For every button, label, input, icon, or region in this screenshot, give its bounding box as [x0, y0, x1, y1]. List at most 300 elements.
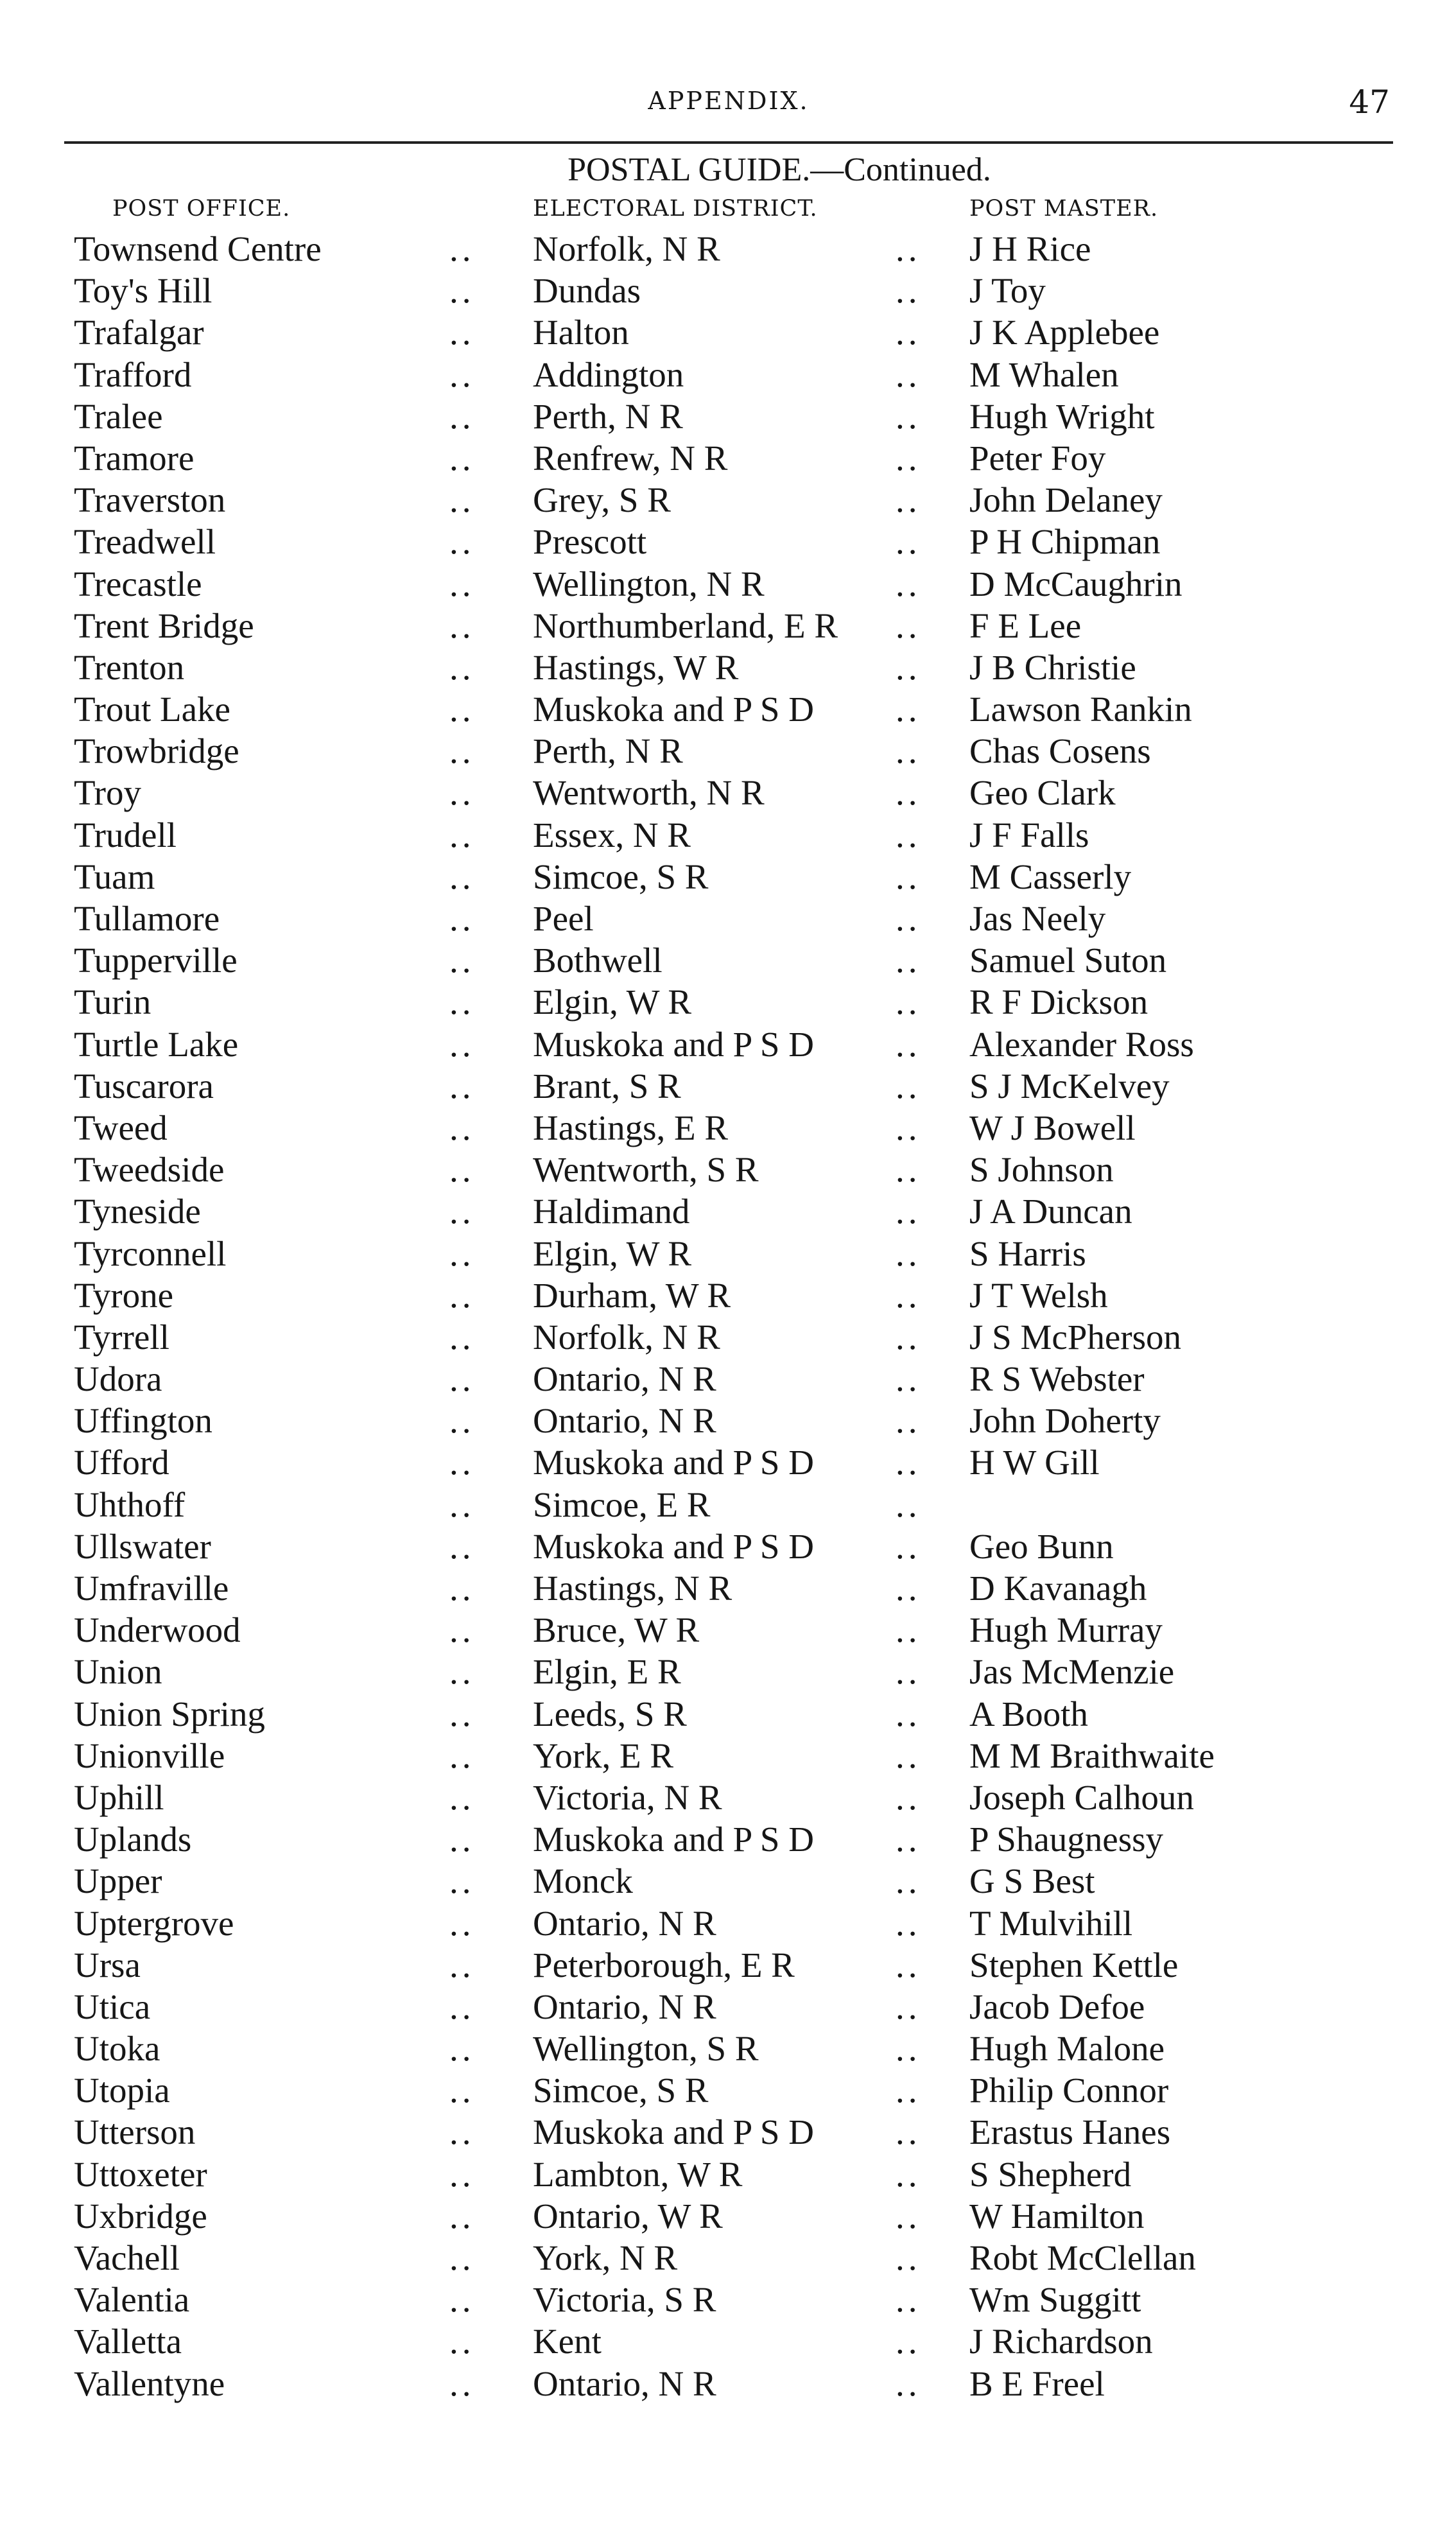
post-office-name: Trafford: [74, 354, 192, 394]
post-office-name: Ursa: [74, 1945, 141, 1985]
post-master-name: P H Chipman: [969, 522, 1161, 562]
leader-dots: ..: [896, 2196, 921, 2236]
post-master-name: F E Lee: [969, 605, 1082, 645]
leader-dots: ..: [896, 354, 921, 394]
page-header: [67, 83, 1390, 128]
table-row: [0, 772, 1456, 813]
post-master-name: J Toy: [969, 271, 1046, 311]
electoral-district: Monck: [533, 1861, 633, 1901]
electoral-district: Muskoka and P S D: [533, 1024, 814, 1064]
leader-dots: ..: [449, 1484, 475, 1524]
post-office-name: Unionville: [74, 1735, 225, 1775]
post-master-name: S Johnson: [969, 1150, 1114, 1190]
post-master-name: Joseph Calhoun: [969, 1777, 1194, 1817]
leader-dots: ..: [896, 1317, 921, 1357]
leader-dots: ..: [896, 982, 921, 1022]
post-master-name: Geo Clark: [969, 773, 1116, 813]
post-master-name: W Hamilton: [969, 2196, 1145, 2236]
post-office-name: Underwood: [74, 1610, 241, 1650]
post-office-name: Utoka: [74, 2029, 160, 2069]
post-master-name: Hugh Murray: [969, 1610, 1163, 1650]
electoral-district: Norfolk, N R: [533, 229, 720, 268]
leader-dots: ..: [449, 1820, 475, 1859]
post-master-name: J T Welsh: [969, 1275, 1108, 1315]
post-master-name: John Delaney: [969, 480, 1163, 520]
leader-dots: ..: [896, 1108, 921, 1147]
electoral-district: Hastings, W R: [533, 647, 739, 687]
leader-dots: ..: [449, 1652, 475, 1692]
leader-dots: ..: [896, 1275, 921, 1315]
leader-dots: ..: [449, 1233, 475, 1273]
table-row: [0, 479, 1456, 521]
post-office-name: Tupperville: [74, 941, 238, 980]
post-office-name: Utica: [74, 1987, 151, 2026]
electoral-district: Hastings, E R: [533, 1108, 729, 1147]
post-office-name: Trecastle: [74, 564, 202, 604]
electoral-district: Muskoka and P S D: [533, 2112, 814, 2152]
leader-dots: ..: [896, 605, 921, 645]
leader-dots: ..: [449, 2322, 475, 2361]
leader-dots: ..: [896, 480, 921, 520]
leader-dots: ..: [449, 2280, 475, 2320]
leader-dots: ..: [896, 2071, 921, 2110]
table-row: [0, 437, 1456, 479]
post-master-name: Erastus Hanes: [969, 2112, 1171, 2152]
leader-dots: ..: [896, 313, 921, 352]
table-row: [0, 2028, 1456, 2069]
leader-dots: ..: [896, 1484, 921, 1524]
electoral-district: Ontario, N R: [533, 2363, 716, 2403]
table-row: [0, 1693, 1456, 1735]
table-row: [0, 1149, 1456, 1190]
post-master-name: J Richardson: [969, 2322, 1153, 2361]
leader-dots: ..: [896, 1820, 921, 1859]
post-office-name: Townsend Centre: [74, 229, 322, 268]
table-row: [0, 939, 1456, 981]
post-master-name: M Whalen: [969, 354, 1119, 394]
leader-dots: ..: [449, 2363, 475, 2403]
leader-dots: ..: [896, 1861, 921, 1901]
leader-dots: ..: [896, 1401, 921, 1441]
electoral-district: York, E R: [533, 1735, 674, 1775]
post-office-name: Trenton: [74, 647, 185, 687]
post-master-name: M Casserly: [969, 857, 1132, 896]
post-master-name: H W Gill: [969, 1443, 1100, 1483]
post-office-name: Tyneside: [74, 1192, 201, 1231]
table-row: [0, 730, 1456, 772]
column-header-post-master: POST MASTER.: [969, 196, 1159, 222]
leader-dots: ..: [896, 396, 921, 436]
header-rule: [64, 141, 1393, 144]
leader-dots: ..: [449, 1275, 475, 1315]
leader-dots: ..: [896, 2154, 921, 2194]
electoral-district: Kent: [533, 2322, 602, 2361]
post-office-name: Uffington: [74, 1401, 212, 1441]
leader-dots: ..: [896, 1359, 921, 1399]
post-office-name: Tuscarora: [74, 1066, 214, 1106]
post-office-name: Valletta: [74, 2322, 182, 2361]
table-row: [0, 2279, 1456, 2320]
electoral-district: Prescott: [533, 522, 647, 562]
leader-dots: ..: [896, 522, 921, 562]
post-office-name: Uplands: [74, 1820, 192, 1859]
leader-dots: ..: [449, 1861, 475, 1901]
leader-dots: ..: [449, 690, 475, 729]
table-row: [0, 1358, 1456, 1400]
post-master-name: J A Duncan: [969, 1192, 1132, 1231]
leader-dots: ..: [449, 982, 475, 1022]
electoral-district: Bruce, W R: [533, 1610, 700, 1650]
leader-dots: ..: [449, 1903, 475, 1943]
post-master-name: Samuel Suton: [969, 941, 1167, 980]
table-row: [0, 396, 1456, 437]
leader-dots: ..: [449, 1108, 475, 1147]
post-office-name: Tuam: [74, 857, 155, 896]
post-master-name: Philip Connor: [969, 2071, 1169, 2110]
leader-dots: ..: [896, 1066, 921, 1106]
leader-dots: ..: [449, 899, 475, 938]
table-row: [0, 2111, 1456, 2153]
post-office-name: Uhthoff: [74, 1484, 186, 1524]
electoral-district: Dundas: [533, 271, 641, 311]
post-office-name: Uxbridge: [74, 2196, 207, 2236]
table-row: [0, 1233, 1456, 1274]
post-master-name: Jacob Defoe: [969, 1987, 1145, 2026]
table-row: [0, 688, 1456, 730]
leader-dots: ..: [449, 229, 475, 268]
table-row: [0, 2363, 1456, 2405]
post-master-name: G S Best: [969, 1861, 1095, 1901]
leader-dots: ..: [896, 1610, 921, 1650]
leader-dots: ..: [449, 815, 475, 855]
electoral-district: Norfolk, N R: [533, 1317, 720, 1357]
table-row: [0, 1735, 1456, 1777]
leader-dots: ..: [449, 857, 475, 896]
post-office-name: Trafalgar: [74, 313, 204, 352]
post-office-name: Uptergrove: [74, 1903, 234, 1943]
leader-dots: ..: [449, 1024, 475, 1064]
post-master-name: Lawson Rankin: [969, 690, 1192, 729]
leader-dots: ..: [449, 1443, 475, 1483]
column-header-post-office: POST OFFICE.: [112, 196, 291, 222]
leader-dots: ..: [896, 564, 921, 604]
post-office-name: Utopia: [74, 2071, 170, 2110]
post-office-name: Union Spring: [74, 1694, 265, 1734]
electoral-district: Muskoka and P S D: [533, 1820, 814, 1859]
leader-dots: ..: [896, 2238, 921, 2277]
leader-dots: ..: [449, 1735, 475, 1775]
table-row: [0, 1274, 1456, 1316]
post-office-name: Trudell: [74, 815, 177, 855]
post-office-name: Tramore: [74, 438, 195, 478]
leader-dots: ..: [449, 1192, 475, 1231]
post-master-name: M M Braithwaite: [969, 1735, 1215, 1775]
post-office-name: Tyrrell: [74, 1317, 169, 1357]
post-office-name: Traverston: [74, 480, 226, 520]
post-master-name: John Doherty: [969, 1401, 1161, 1441]
table-row: [0, 1986, 1456, 2028]
electoral-district: Elgin, W R: [533, 982, 692, 1022]
table-row: [0, 898, 1456, 939]
leader-dots: ..: [896, 1777, 921, 1817]
post-master-name: B E Freel: [969, 2363, 1105, 2403]
electoral-district: Wellington, N R: [533, 564, 765, 604]
page-number: 47: [1349, 83, 1390, 121]
leader-dots: ..: [896, 2029, 921, 2069]
electoral-district: Simcoe, S R: [533, 857, 709, 896]
leader-dots: ..: [896, 2280, 921, 2320]
post-master-name: J B Christie: [969, 647, 1136, 687]
post-master-name: Chas Cosens: [969, 731, 1151, 771]
post-office-name: Vachell: [74, 2238, 180, 2277]
leader-dots: ..: [449, 941, 475, 980]
leader-dots: ..: [449, 1945, 475, 1985]
leader-dots: ..: [449, 396, 475, 436]
leader-dots: ..: [896, 815, 921, 855]
leader-dots: ..: [896, 731, 921, 771]
table-row: [0, 2153, 1456, 2195]
leader-dots: ..: [896, 2363, 921, 2403]
post-office-name: Uttoxeter: [74, 2154, 207, 2194]
post-office-name: Vallentyne: [74, 2363, 225, 2403]
table-row: [0, 1944, 1456, 1986]
electoral-district: Wentworth, N R: [533, 773, 765, 813]
post-master-name: J H Rice: [969, 229, 1091, 268]
post-office-name: Turtle Lake: [74, 1024, 239, 1064]
leader-dots: ..: [896, 1024, 921, 1064]
post-master-name: Stephen Kettle: [969, 1945, 1179, 1985]
table-row: [0, 1567, 1456, 1609]
post-office-name: Tyrone: [74, 1275, 173, 1315]
leader-dots: ..: [449, 2238, 475, 2277]
post-office-name: Tyrconnell: [74, 1233, 227, 1273]
electoral-district: Addington: [533, 354, 684, 394]
post-office-name: Udora: [74, 1359, 162, 1399]
leader-dots: ..: [896, 857, 921, 896]
leader-dots: ..: [449, 1777, 475, 1817]
post-office-name: Tralee: [74, 396, 163, 436]
post-office-name: Trowbridge: [74, 731, 239, 771]
table-row: [0, 521, 1456, 562]
table-row: [0, 2069, 1456, 2111]
table-row: [0, 1777, 1456, 1818]
leader-dots: ..: [896, 438, 921, 478]
electoral-district: Brant, S R: [533, 1066, 681, 1106]
leader-dots: ..: [896, 1903, 921, 1943]
table-row: [0, 311, 1456, 353]
post-office-name: Ullswater: [74, 1526, 211, 1566]
leader-dots: ..: [896, 1569, 921, 1608]
table-row: [0, 2237, 1456, 2279]
leader-dots: ..: [449, 2029, 475, 2069]
electoral-district: Leeds, S R: [533, 1694, 687, 1734]
electoral-district: Simcoe, E R: [533, 1484, 711, 1524]
leader-dots: ..: [896, 1192, 921, 1231]
leader-dots: ..: [896, 1694, 921, 1734]
electoral-district: Ontario, W R: [533, 2196, 723, 2236]
electoral-district: Victoria, S R: [533, 2280, 716, 2320]
table-row: [0, 2320, 1456, 2362]
electoral-district: Durham, W R: [533, 1275, 731, 1315]
post-master-name: W J Bowell: [969, 1108, 1136, 1147]
running-head: APPENDIX.: [648, 87, 810, 115]
electoral-district: Haldimand: [533, 1192, 690, 1231]
post-office-name: Uphill: [74, 1777, 164, 1817]
post-master-name: Hugh Wright: [969, 396, 1155, 436]
post-office-name: Tullamore: [74, 899, 220, 938]
leader-dots: ..: [896, 773, 921, 813]
table-row: [0, 1190, 1456, 1232]
post-master-name: D McCaughrin: [969, 564, 1183, 604]
electoral-district: Simcoe, S R: [533, 2071, 709, 2110]
table-row: [0, 814, 1456, 856]
post-master-name: Robt McClellan: [969, 2238, 1196, 2277]
electoral-district: Peterborough, E R: [533, 1945, 795, 1985]
electoral-district: Ontario, N R: [533, 1987, 716, 2026]
table-row: [0, 2195, 1456, 2237]
post-master-name: A Booth: [969, 1694, 1088, 1734]
table-row: [0, 270, 1456, 311]
electoral-district: Ontario, N R: [533, 1903, 716, 1943]
leader-dots: ..: [449, 773, 475, 813]
table-row: [0, 1651, 1456, 1692]
leader-dots: ..: [896, 941, 921, 980]
electoral-district: Muskoka and P S D: [533, 1526, 814, 1566]
electoral-district: Hastings, N R: [533, 1569, 732, 1608]
electoral-district: Perth, N R: [533, 731, 683, 771]
electoral-district: Ontario, N R: [533, 1359, 716, 1399]
leader-dots: ..: [449, 480, 475, 520]
leader-dots: ..: [896, 690, 921, 729]
table-row: [0, 1400, 1456, 1441]
leader-dots: ..: [449, 1694, 475, 1734]
post-master-name: R F Dickson: [969, 982, 1148, 1022]
electoral-district: Halton: [533, 313, 629, 352]
leader-dots: ..: [449, 2071, 475, 2110]
post-master-name: Wm Suggitt: [969, 2280, 1141, 2320]
leader-dots: ..: [449, 731, 475, 771]
post-office-name: Tweedside: [74, 1150, 225, 1190]
section-title: POSTAL GUIDE.—Continued.: [568, 152, 991, 188]
table-row: [0, 1107, 1456, 1149]
post-master-name: Hugh Malone: [969, 2029, 1165, 2069]
electoral-district: Essex, N R: [533, 815, 691, 855]
post-master-name: Geo Bunn: [969, 1526, 1114, 1566]
post-master-name: S Shepherd: [969, 2154, 1132, 2194]
leader-dots: ..: [449, 522, 475, 562]
leader-dots: ..: [449, 438, 475, 478]
leader-dots: ..: [449, 354, 475, 394]
post-office-name: Toy's Hill: [74, 271, 212, 311]
post-office-name: Ufford: [74, 1443, 169, 1483]
electoral-district: Elgin, W R: [533, 1233, 692, 1273]
table-row: [0, 1441, 1456, 1483]
table-row: [0, 856, 1456, 898]
leader-dots: ..: [449, 564, 475, 604]
leader-dots: ..: [449, 605, 475, 645]
leader-dots: ..: [449, 1569, 475, 1608]
table-row: [0, 1860, 1456, 1902]
leader-dots: ..: [896, 1150, 921, 1190]
leader-dots: ..: [896, 1735, 921, 1775]
leader-dots: ..: [449, 1150, 475, 1190]
post-master-name: Peter Foy: [969, 438, 1106, 478]
table-row: [0, 1065, 1456, 1107]
post-master-name: S J McKelvey: [969, 1066, 1170, 1106]
table-row: [0, 1902, 1456, 1944]
post-master-name: J K Applebee: [969, 313, 1160, 352]
leader-dots: ..: [449, 1317, 475, 1357]
column-header-electoral-district: ELECTORAL DISTRICT.: [533, 196, 818, 222]
electoral-district: Ontario, N R: [533, 1401, 716, 1441]
leader-dots: ..: [449, 2154, 475, 2194]
post-office-name: Troy: [74, 773, 141, 813]
post-office-name: Treadwell: [74, 522, 216, 562]
post-master-name: P Shaugnessy: [969, 1820, 1164, 1859]
post-master-name: J S McPherson: [969, 1317, 1182, 1357]
electoral-district: Renfrew, N R: [533, 438, 728, 478]
leader-dots: ..: [449, 1359, 475, 1399]
electoral-district: Muskoka and P S D: [533, 690, 814, 729]
table-row: [0, 1484, 1456, 1526]
leader-dots: ..: [449, 2196, 475, 2236]
table-row: [0, 228, 1456, 270]
post-office-name: Tweed: [74, 1108, 168, 1147]
post-office-name: Valentia: [74, 2280, 190, 2320]
leader-dots: ..: [449, 1401, 475, 1441]
post-office-name: Union: [74, 1652, 162, 1692]
table-row: [0, 563, 1456, 605]
post-office-name: Trout Lake: [74, 690, 230, 729]
postal-guide-table: [0, 228, 1456, 2405]
post-master-name: Alexander Ross: [969, 1024, 1194, 1064]
electoral-district: Muskoka and P S D: [533, 1443, 814, 1483]
table-row: [0, 1818, 1456, 1860]
table-row: [0, 1316, 1456, 1358]
post-master-name: S Harris: [969, 1233, 1086, 1273]
table-row: [0, 1526, 1456, 1567]
leader-dots: ..: [449, 1066, 475, 1106]
electoral-district: Lambton, W R: [533, 2154, 743, 2194]
post-master-name: R S Webster: [969, 1359, 1145, 1399]
electoral-district: Grey, S R: [533, 480, 671, 520]
leader-dots: ..: [449, 1526, 475, 1566]
electoral-district: Wentworth, S R: [533, 1150, 759, 1190]
leader-dots: ..: [896, 1652, 921, 1692]
leader-dots: ..: [896, 1443, 921, 1483]
leader-dots: ..: [449, 271, 475, 311]
post-office-name: Trent Bridge: [74, 605, 254, 645]
table-row: [0, 647, 1456, 688]
leader-dots: ..: [896, 647, 921, 687]
electoral-district: Elgin, E R: [533, 1652, 681, 1692]
leader-dots: ..: [896, 271, 921, 311]
post-master-name: J F Falls: [969, 815, 1089, 855]
post-master-name: Jas Neely: [969, 899, 1106, 938]
leader-dots: ..: [449, 313, 475, 352]
leader-dots: ..: [896, 229, 921, 268]
electoral-district: Northumberland, E R: [533, 605, 838, 645]
post-office-name: Turin: [74, 982, 152, 1022]
leader-dots: ..: [896, 1233, 921, 1273]
table-row: [0, 1023, 1456, 1065]
electoral-district: Bothwell: [533, 941, 663, 980]
leader-dots: ..: [449, 1610, 475, 1650]
leader-dots: ..: [896, 1987, 921, 2026]
table-row: [0, 354, 1456, 396]
table-row: [0, 605, 1456, 647]
table-row: [0, 981, 1456, 1023]
